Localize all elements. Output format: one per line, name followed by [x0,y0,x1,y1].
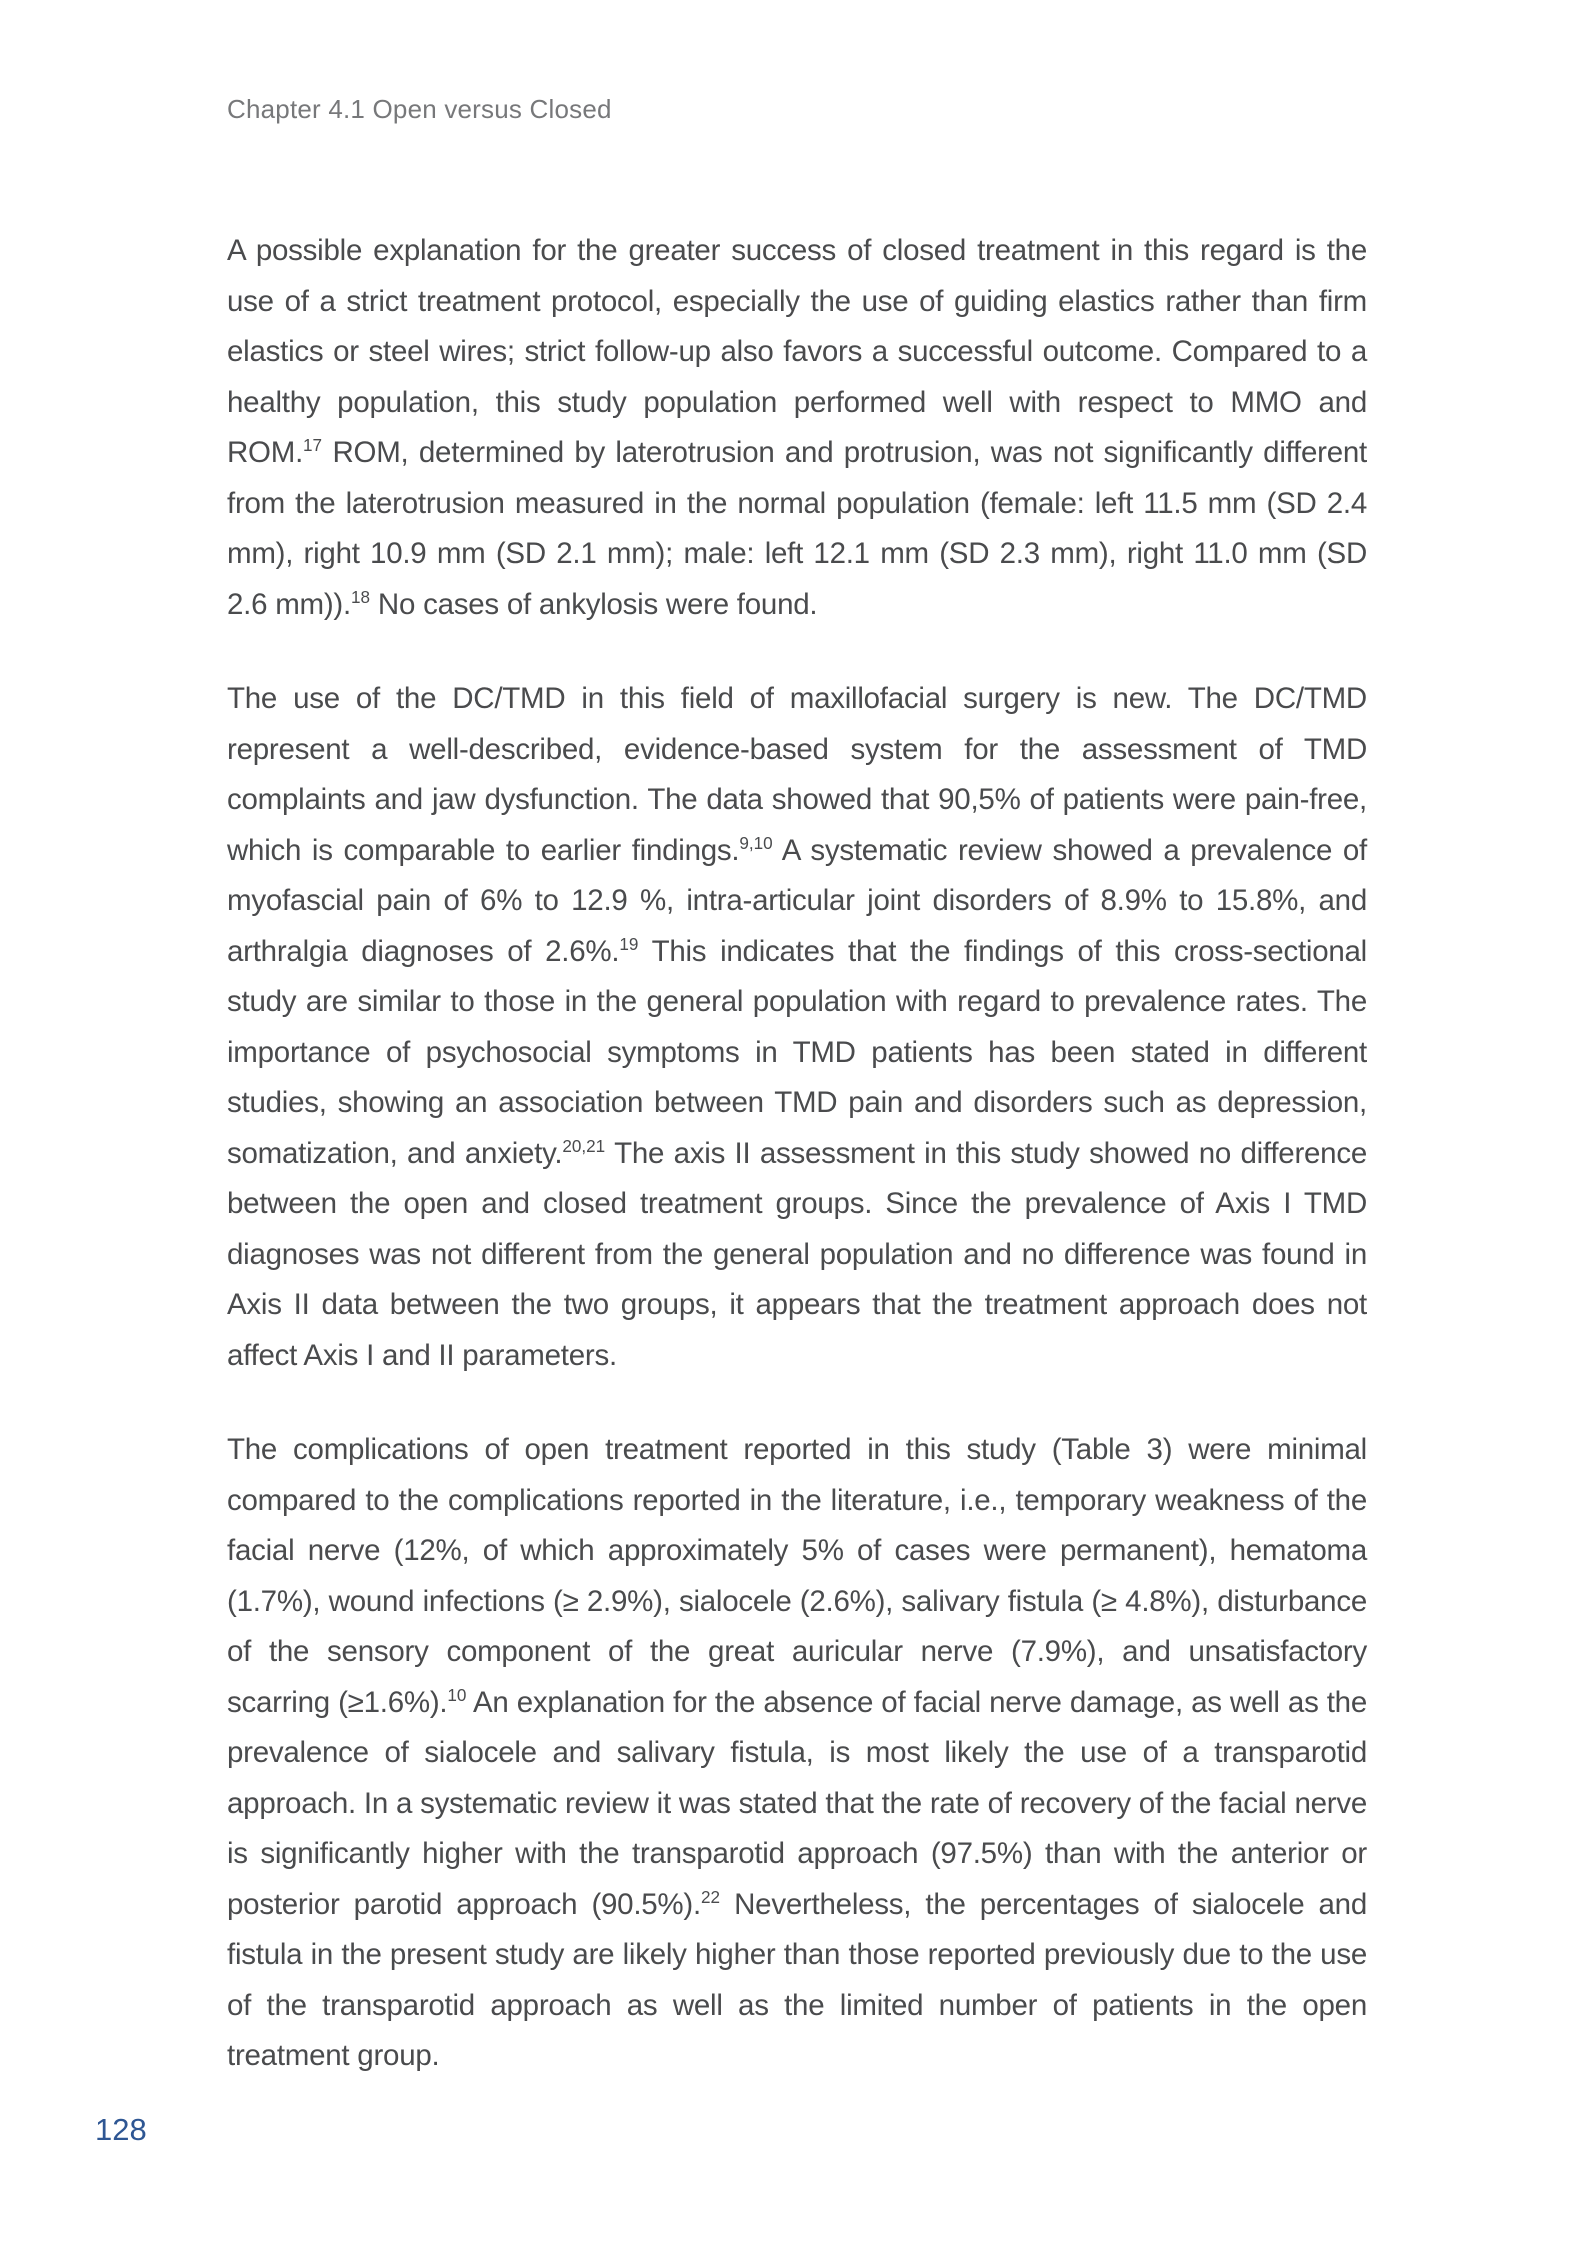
page-number: 128 [95,2112,147,2147]
paragraph: The use of the DC/TMD in this field of maxillofacial surgery is new. The DC/TMD represent a well-described, evidence-based system for the assessment of TMD complaints and jaw dysfunction. The data showed that 90,5% of patients were pain-free, which is comparable to earlier findings.$^{9,10}$ A systematic review showed a prevalence of myofascial pain of 6% to 12.9 %, intra-articular joint disorders of 8.9% to 15.8%, and arthralgia diagnoses of 2.6%.$^{19}$ This indicates that the findings of this cross-sectional study are similar to those in the general population with regard to prevalence rates. The importance of psychosocial symptoms in TMD patients has been stated in different studies, showing an association between TMD pain and disorders such as depression, somatization, and anxiety.$^{20,21}$ The axis II assessment in this study showed no difference between the open and closed treatment groups. Since the prevalence of Axis I TMD diagnoses was not different from the general population and no difference was found in Axis II data between the two groups, it appears that the treatment approach does not affect Axis I and II parameters. [227,682,1367,1372]
body-text [227,226,1367,2126]
footnote-reference: 9,10 [739,833,773,853]
paragraph: A possible explanation for the greater success of closed treatment in this regard is the use of a strict treatment protocol, especially the use of guiding elastics rather than firm elastics or steel wires; strict follow-up also favors a successful outcome. Compared to a healthy population, this study population performed well with respect to MMO and ROM.$^{17}$ ROM, determined by laterotrusion and protrusion, was not significantly different from the laterotrusion measured in the normal population (female: left 11.5 mm (SD 2.4 mm), right 10.9 mm (SD 2.1 mm); male: left 12.1 mm (SD 2.3 mm), right 11.0 mm (SD 2.6 mm)).$^{18}$ No cases of ankylosis were found. [227,234,1367,621]
footnote-reference: 22 [700,1887,720,1907]
footnote-reference: 17 [303,436,323,456]
footnote-reference: 18 [350,587,370,607]
paragraph: The complications of open treatment reported in this study (Table 3) were minimal compared to the complications reported in the literature, i.e., temporary weakness of the facial nerve (12%, of which approximately 5% of cases were permanent), hematoma (1.7%), wound infections (≥ 2.9%), sialocele (2.6%), salivary fistula (≥ 4.8%), disturbance of the sensory component of the great auricular nerve (7.9%), and unsatisfactory scarring (≥1.6%).$^{10}$ An explanation for the absence of facial nerve damage, as well as the prevalence of sialocele and salivary fistula, is most likely the use of a transparotid approach. In a systematic review it was stated that the rate of recovery of the facial nerve is significantly higher with the transparotid approach (97.5%) than with the anterior or posterior parotid approach (90.5%).$^{22}$ Nevertheless, the percentages of sialocele and fistula in the present study are likely higher than those reported previously due to the use of the transparotid approach as well as the limited number of patients in the open treatment group. [227,1433,1368,2072]
footnote-reference: 19 [619,934,639,954]
running-header: Chapter 4.1 Open versus Closed [227,94,612,124]
footnote-reference: 20,21 [562,1136,606,1156]
footnote-reference: 10 [447,1685,467,1705]
